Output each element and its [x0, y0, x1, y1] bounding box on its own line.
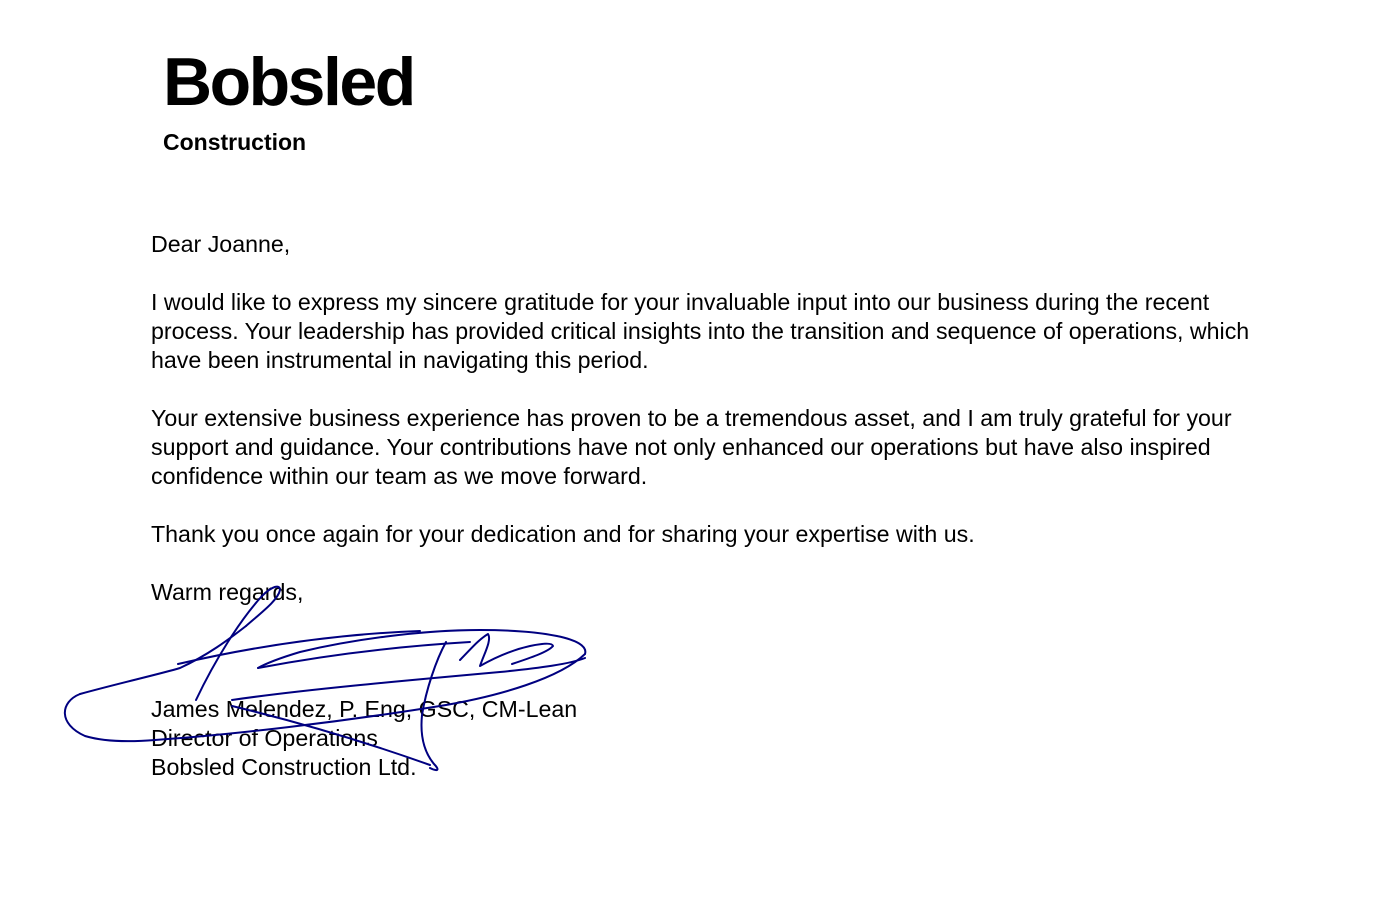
signer-name: James Melendez, P. Eng, GSC, CM-Lean [151, 696, 578, 722]
company-division: Construction [163, 129, 307, 155]
paragraph-3: Thank you once again for your dedication and for sharing your expertise with us. [151, 521, 975, 547]
signer-title: Director of Operations [151, 725, 378, 751]
closing: Warm regards, [151, 579, 304, 605]
signature-block [151, 695, 577, 782]
letter-body [151, 230, 1261, 607]
paragraph-2: Your extensive business experience has proven to be a tremendous asset, and I am truly grateful for your support and guidance. Your contributions have not only enhanced our operations but have also inspired confidence within our team as we move forward. [151, 405, 1232, 489]
letterhead [163, 42, 414, 156]
signer-company: Bobsled Construction Ltd. [151, 754, 417, 780]
salutation: Dear Joanne, [151, 231, 291, 257]
company-logo: Bobsled [163, 44, 414, 120]
paragraph-1: I would like to express my sincere gratitude for your invaluable input into our business during the recent process. Your leadership has provided critical insights into the transition and sequence of operations, which have been instrumental in navigating this period. [151, 289, 1250, 373]
